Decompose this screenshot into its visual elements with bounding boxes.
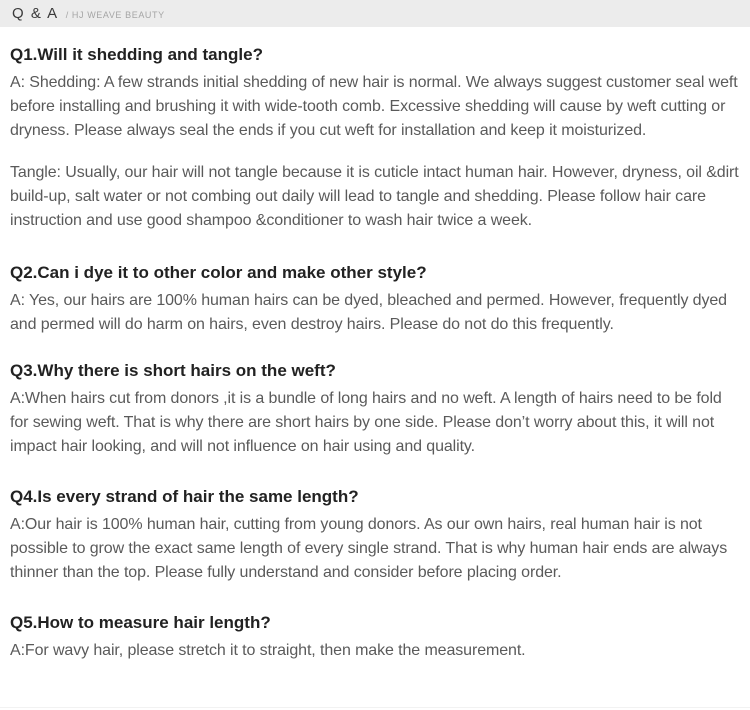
qa-item-2: [10, 261, 740, 337]
qa-answer-1a: A: Shedding: A few strands initial shedding of new hair is normal. We always suggest customer seal weft before installing and brushing it with wide-tooth comb. Excessive shedding will cause by weft cutting or dryness. Please always seal the ends if you cut weft for installation and keep it moisturized.: [10, 74, 738, 139]
bottom-divider: [0, 707, 750, 708]
qa-item-5: [10, 611, 740, 663]
qa-answer-1b: Tangle: Usually, our hair will not tangle because it is cuticle intact human hair. However, dryness, oil &dirt build-up, salt water or not combing out daily will lead to tangle and shedding. Please follow hair care instruction and use good shampoo &conditioner to wash hair twice a week.: [10, 164, 739, 229]
qa-answer-2: A: Yes, our hairs are 100% human hairs can be dyed, bleached and permed. However, frequently dyed and permed will do harm on hairs, even destroy hairs. Please do not do this frequently.: [10, 292, 727, 333]
qa-section-subtitle: / HJ WEAVE BEAUTY: [65, 10, 165, 20]
qa-item-3: [10, 359, 740, 459]
qa-section-title: Q & A: [12, 5, 59, 22]
qa-question-3: Q3.Why there is short hairs on the weft?: [10, 361, 336, 380]
qa-answer-5: A:For wavy hair, please stretch it to straight, then make the measurement.: [10, 642, 526, 659]
qa-question-4: Q4.Is every strand of hair the same length?: [10, 487, 359, 506]
qa-section-header: [0, 0, 750, 27]
qa-item-1: [10, 43, 740, 233]
qa-answer-4: A:Our hair is 100% human hair, cutting from young donors. As our own hairs, real human hair is not possible to grow the exact same length of every single strand. That is why human hair ends are always thinner than the top. Please fully understand and consider before placing order.: [10, 516, 728, 581]
qa-question-1: Q1.Will it shedding and tangle?: [10, 45, 263, 64]
qa-answer-3: A:When hairs cut from donors ,it is a bundle of long hairs and no weft. A length of hairs need to be fold for sewing weft. That is why there are short hairs by one side. Please don’t worry about this, it will not impact hair looking, and will not influence on hair using and quality.: [10, 390, 722, 455]
qa-content: [0, 43, 750, 663]
qa-question-2: Q2.Can i dye it to other color and make other style?: [10, 263, 427, 282]
qa-item-4: [10, 485, 740, 585]
qa-question-5: Q5.How to measure hair length?: [10, 613, 271, 632]
